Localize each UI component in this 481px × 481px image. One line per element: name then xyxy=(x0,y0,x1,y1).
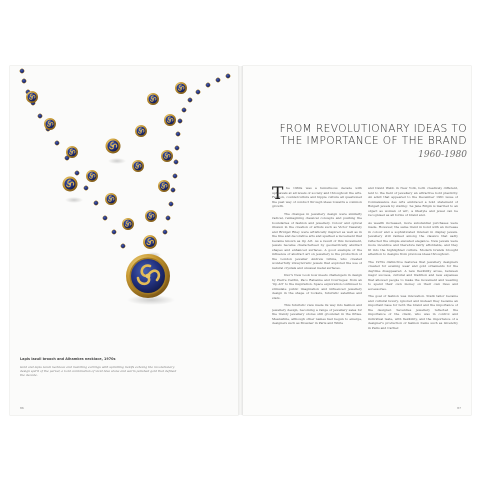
necklace-chain-right xyxy=(163,74,230,234)
left-page xyxy=(10,66,238,415)
body-paragraph: The goal of fashion was innovation. Stark tailor became and cultural luxury, ignored and instead they became an important base for both the brand and the importance of the designer. Seventies jewellery reflected the importance of the client, who was in control and individual taste, with flexibility, and the importance of a designer's production of fashion items such as Givenchy in Paris and Cartier. xyxy=(368,294,458,330)
body-paragraph: he 1960s was a tumultuous decade with upheavals at all levels of society and throughout the arts. Fashion, counterculture and hippie culture all questioned the past way of conduct through ideas towards a common growth. xyxy=(272,186,362,208)
chapter-heading-line-2: THE IMPORTANCE OF THE BRAND xyxy=(280,134,467,147)
photo-caption-text: Gold and lapis lazuli necklace and matching earrings with spiralling motifs echoing the revolutionary design spirit of the period, a bold combination of vivid blue stone and warm polished gold that defined the decade. xyxy=(20,365,177,377)
body-paragraph: and David Webb in New York, both creatively different, lent to the field of jewellery an attractive bold plasticity. An adult that appeared to the December 1961 issue of Connaissance des Arts embraced a bold statement of Bulgari jewels by stating: 'As Jane Birgin is married to an object as woman of wit', a lifestyle and jewel can be recognised as all forms of brand and. xyxy=(368,186,458,217)
right-page xyxy=(243,66,471,415)
page-number-left: 86 xyxy=(20,406,24,410)
chapter-heading-line-1: FROM REVOLUTIONARY IDEAS TO xyxy=(279,123,467,135)
body-paragraph: This futuristic view made its way into fashion and jewellery design, becoming a range of jewellery sales for the trendy jewellery stores still grounded in the fifties. Meanwhile, although other names had begun to emerge, designers such as Mossner in Paris and White xyxy=(272,303,362,325)
body-paragraph: As wealth increased, more substantial purchases were made. However, the same trend in bond with an increase in colour and a sophisticated interest in display jewels. Jewellery still ranked among the classics that sadly reflected the simple elevated elegance. New jewels were more incentive and therefore fairly affordable, and they fit into the highlighted culture. Modern brands brought attention to designs from previous ideas throughout. xyxy=(368,220,458,256)
body-paragraph: The changes in jewellery design were similarly radical, reimagining classical concepts and pushing the boundaries of fashion and jewellery. Colour and optical illusion in the creation of artists such as Victor Vasarely and Bridget Riley were artistically inspired as well as in the fine and decorative arts and sparked a movement that became known as Op Art. As a result of this movement, jewels became characterised by geometrically abstract shapes and enhanced surfaces. A good example of the influence of abstract art on jewellery is the production of the London jeweller Andrew Grima, who created wonderfully idiosyncratic jewels that explored the use of natural crystals and unusual metal surfaces. xyxy=(272,211,362,270)
jewellery-photo xyxy=(10,66,238,351)
body-paragraph: Dior's New Look now meets challengers in design by Pierre Cardin, Paco Rabanne and Courreges: from an 'Op Art' to the inspiration. Space exploration continued to stimulate public imagination and influenced jewellery design in the shape of rockets, futuristic satellites and stars. xyxy=(272,273,362,300)
page-number-right: 87 xyxy=(457,406,461,410)
pendant-medallion xyxy=(126,254,175,305)
chapter-heading xyxy=(277,124,467,147)
body-paragraph: The 1970s distinctive features that jewellery designers created for evening wear and gold ornaments for the daytime disappeared. A new flexibility arose, between major success, cultural and tradition and new expanses that allowed people to make the movement and wearing to spend their own money on their own lives and accessories. xyxy=(368,259,458,291)
drop-cap: T xyxy=(272,184,284,204)
necklace-discs xyxy=(26,82,187,230)
body-column-1 xyxy=(272,186,362,386)
body-column-2 xyxy=(368,186,458,386)
chapter-date-range: 1960-1980 xyxy=(418,150,467,160)
photo-caption-title: Lapis lazuli brooch and Alhambra necklace, 1970s xyxy=(20,357,116,361)
